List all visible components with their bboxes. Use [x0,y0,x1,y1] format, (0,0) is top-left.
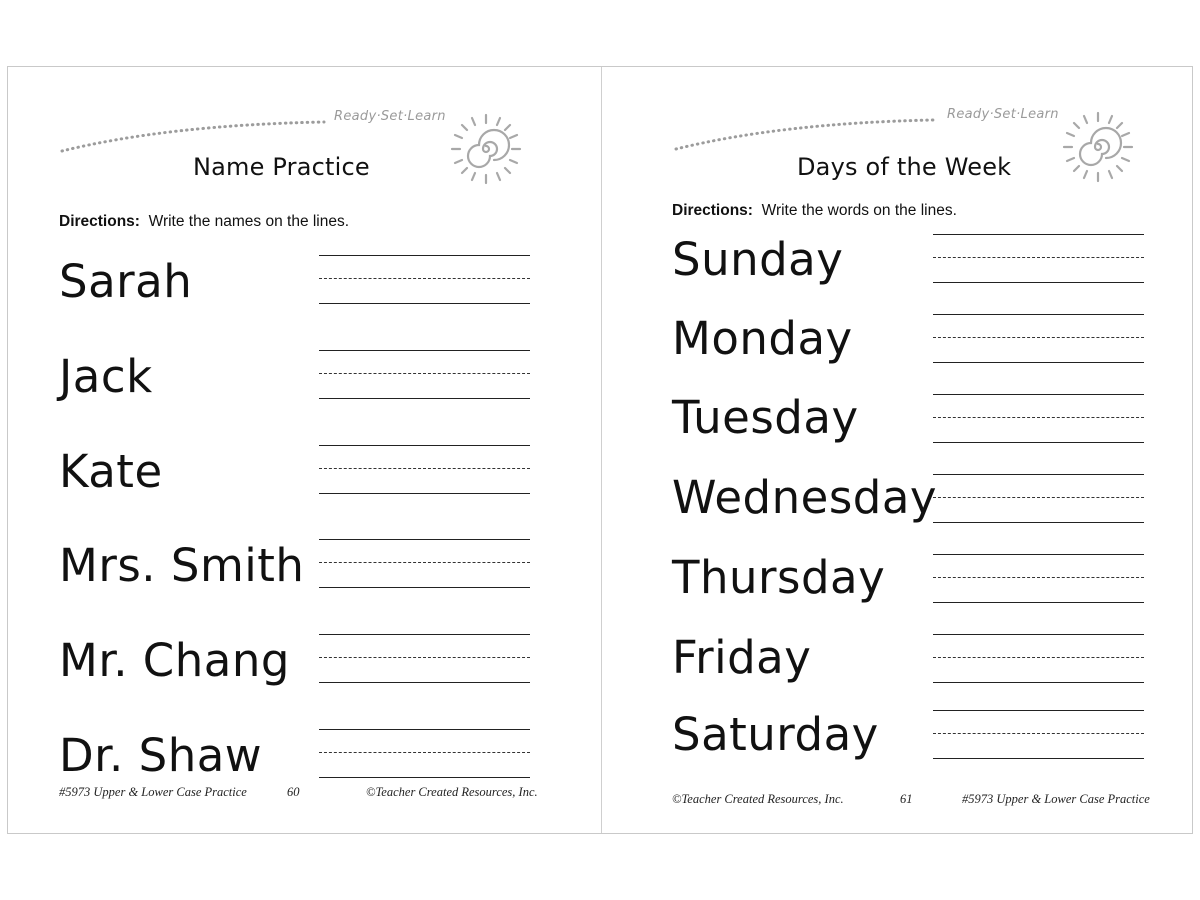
writing-lines [319,350,530,402]
practice-word: Dr. Shaw [59,729,263,782]
practice-word: Monday [672,312,853,365]
directions [59,213,349,231]
writing-lines [319,539,530,591]
writing-lines [319,729,530,781]
writing-lines [319,445,530,497]
brand-logo-text: Ready·Set·Learn [334,109,446,124]
directions-label: Directions: [59,213,140,230]
footer-publisher: ©Teacher Created Resources, Inc. [672,792,844,806]
practice-word: Kate [59,445,163,498]
practice-word: Wednesday [672,471,938,524]
spiral-sun-icon [446,109,526,189]
dotted-arc-decoration [672,115,937,155]
practice-word: Tuesday [672,391,859,444]
practice-word: Jack [59,350,153,403]
writing-lines [933,234,1144,286]
left-page [8,67,600,833]
practice-word: Mrs. Smith [59,539,305,592]
writing-lines [319,255,530,307]
directions [672,202,957,220]
directions-text: Write the names on the lines. [148,213,350,230]
directions-text: Write the words on the lines. [761,202,957,219]
practice-word: Friday [672,631,812,684]
right-page [602,67,1194,833]
footer-page-number: 60 [287,785,300,799]
writing-lines [933,474,1144,526]
workbook-spread [7,66,1193,834]
footer-publisher: ©Teacher Created Resources, Inc. [366,785,538,799]
writing-lines [933,394,1144,446]
spiral-sun-icon [1058,107,1138,187]
page-title: Days of the Week [797,153,1012,181]
footer-page-number: 61 [900,792,913,806]
writing-lines [933,710,1144,762]
practice-word: Mr. Chang [59,634,290,687]
practice-word: Saturday [672,708,879,761]
practice-word: Thursday [672,551,886,604]
page-title: Name Practice [193,153,370,181]
directions-label: Directions: [672,202,753,219]
footer-series: #5973 Upper & Lower Case Practice [962,792,1150,806]
writing-lines [933,314,1144,366]
practice-word: Sunday [672,233,844,286]
writing-lines [319,634,530,686]
practice-word: Sarah [59,255,193,308]
footer-series: #5973 Upper & Lower Case Practice [59,785,247,799]
dotted-arc-decoration [58,117,328,157]
writing-lines [933,634,1144,686]
writing-lines [933,554,1144,606]
brand-logo-text: Ready·Set·Learn [947,107,1059,122]
